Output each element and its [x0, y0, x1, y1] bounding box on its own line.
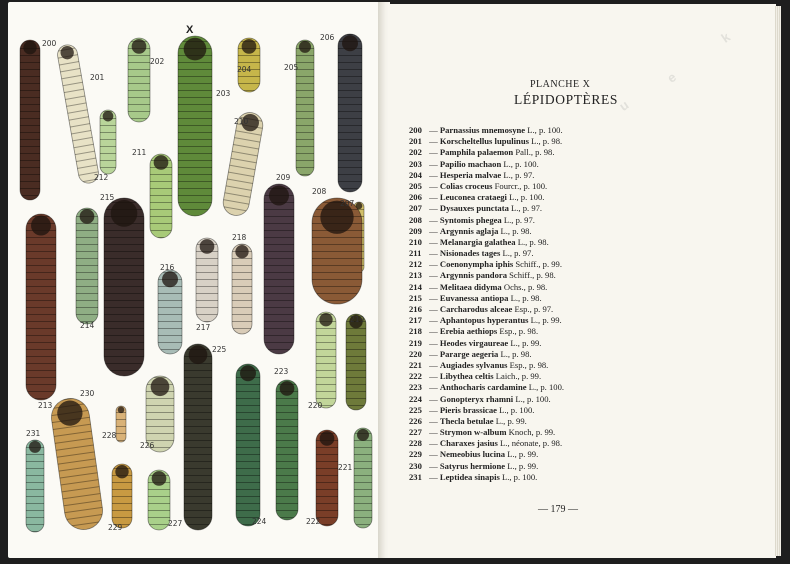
figure-number: 222	[306, 517, 321, 526]
species-name: Libythea celtis	[439, 371, 494, 382]
separator-dash: —	[427, 281, 440, 292]
figure-number: 208	[312, 187, 327, 196]
caterpillar-illustration	[112, 464, 132, 528]
species-name: Pararge aegeria	[439, 348, 499, 359]
species-legend-list	[409, 125, 564, 483]
caterpillar-illustration	[184, 344, 212, 530]
species-entry	[409, 326, 564, 337]
species-entry	[409, 472, 564, 483]
species-number: 222	[409, 371, 422, 382]
species-number: 202	[409, 147, 422, 158]
species-reference: L., p. 100.	[525, 125, 563, 135]
species-reference: L., p. 100.	[496, 404, 535, 415]
separator-dash: —	[427, 169, 440, 180]
separator-dash: —	[427, 427, 440, 438]
species-reference: Pall., p. 98.	[513, 147, 555, 158]
species-entry	[409, 461, 564, 472]
separator-dash: —	[427, 315, 440, 326]
caterpillar-illustration	[316, 430, 338, 526]
species-reference: L., p. 100.	[499, 471, 538, 482]
figure-number: 216	[160, 263, 175, 272]
species-number: 219	[409, 337, 422, 348]
figure-number: 215	[100, 193, 115, 202]
separator-dash: —	[427, 225, 440, 236]
species-reference: L., p. 98.	[515, 236, 549, 247]
figure-number: 213	[38, 401, 53, 410]
species-reference: L., p. 100.	[501, 158, 539, 169]
species-reference: L., p. 100.	[513, 393, 551, 404]
figure-number: 210	[234, 117, 249, 126]
species-entry	[409, 237, 564, 248]
separator-dash: —	[427, 147, 440, 158]
figure-number: 209	[276, 173, 291, 182]
species-entry	[409, 181, 564, 192]
figure-number: 220	[308, 401, 323, 410]
species-reference: L., p. 99.	[505, 449, 539, 460]
caterpillar-illustration	[236, 364, 260, 526]
separator-dash: —	[427, 236, 440, 247]
caterpillar-illustration	[264, 184, 294, 354]
figure-number: 211	[132, 148, 147, 157]
species-reference: Esp., p. 97.	[512, 304, 554, 314]
caterpillar-illustration	[158, 270, 182, 354]
species-number: 218	[409, 326, 422, 337]
species-name: Syntomis phegea	[439, 214, 502, 225]
separator-dash: —	[427, 337, 440, 348]
separator-dash: —	[427, 214, 440, 225]
figure-number: 221	[338, 463, 353, 472]
species-name: Carcharodus alceae	[439, 304, 513, 314]
figure-number: 231	[26, 429, 41, 438]
species-name: Euvanessa antiopa	[439, 292, 509, 303]
separator-dash: —	[427, 292, 440, 303]
caterpillar-illustration	[100, 110, 116, 174]
separator-dash: —	[427, 158, 440, 169]
species-reference: Schiff., p. 98.	[507, 270, 556, 281]
caterpillar-illustration	[221, 111, 265, 218]
figure-number: 223	[274, 367, 289, 376]
species-entry	[409, 192, 564, 203]
species-entry	[409, 427, 564, 438]
caterpillar-illustration	[232, 244, 252, 334]
species-name: Nemeobius lucina	[439, 449, 506, 460]
separator-dash: —	[427, 460, 440, 471]
page-number: — 179 —	[538, 504, 578, 515]
figure-number: 230	[80, 389, 95, 398]
separator-dash: —	[427, 382, 440, 393]
separator-dash: —	[427, 348, 440, 359]
species-name: Nisionades tages	[439, 248, 501, 259]
separator-dash: —	[427, 449, 440, 460]
caterpillar-illustration	[56, 43, 100, 184]
species-reference: L., p. 100.	[526, 382, 565, 393]
species-entry	[409, 315, 564, 326]
caterpillar-illustration	[76, 208, 98, 324]
species-name: Melitaea didyma	[439, 281, 502, 292]
figure-number: 229	[108, 523, 123, 532]
figure-number: 218	[232, 233, 247, 242]
species-name: Coenonympha iphis	[439, 259, 514, 270]
species-number: 231	[409, 471, 422, 482]
species-entry	[409, 125, 564, 136]
species-reference: Laich., p. 99.	[493, 371, 542, 382]
species-number: 230	[409, 460, 422, 471]
species-number: 205	[409, 180, 422, 191]
species-name: Hesperia malvae	[439, 169, 502, 180]
species-name: Thecla betulae	[439, 415, 494, 426]
species-name: Augiades sylvanus	[439, 359, 508, 370]
species-name: Strymon w-album	[439, 427, 507, 438]
separator-dash: —	[427, 192, 440, 203]
separator-dash: —	[427, 404, 440, 415]
species-number: 204	[409, 169, 422, 180]
species-number: 229	[409, 449, 422, 460]
figure-number: 224	[252, 517, 267, 526]
caterpillar-illustration	[26, 214, 56, 400]
caterpillar-illustration	[116, 406, 126, 442]
species-number: 215	[409, 292, 422, 303]
species-reference: L., p. 98.	[498, 348, 532, 359]
caterpillar-illustration	[196, 238, 218, 322]
caterpillar-illustration	[150, 154, 172, 238]
species-reference: Knoch, p. 99.	[506, 427, 556, 438]
species-name: Leuconea crataegi	[439, 192, 507, 203]
separator-dash: —	[427, 304, 440, 314]
species-number: 208	[409, 214, 422, 225]
species-number: 207	[409, 203, 422, 214]
species-reference: Esp., p. 98.	[497, 326, 539, 337]
page-edge	[775, 6, 781, 556]
species-name: Argynnis pandora	[439, 270, 507, 281]
species-reference: L., p. 97.	[508, 203, 543, 214]
species-reference: L., néonate, p. 98.	[497, 438, 563, 449]
figure-number: 202	[150, 57, 165, 66]
separator-dash: —	[427, 259, 440, 270]
species-entry	[409, 349, 564, 360]
order-title: LÉPIDOPTÈRES	[514, 92, 618, 107]
species-reference: Esp., p. 98.	[507, 359, 549, 370]
species-name: Pieris brassicae	[439, 404, 497, 415]
species-entry	[409, 159, 564, 170]
species-number: 224	[409, 393, 422, 404]
species-number: 226	[409, 415, 422, 426]
caterpillar-illustration	[178, 36, 212, 216]
separator-dash: —	[427, 203, 440, 214]
species-number: 216	[409, 304, 422, 314]
species-entry	[409, 215, 564, 226]
figure-number: 212	[94, 173, 109, 182]
species-reference: L., p. 98.	[528, 136, 563, 147]
species-name: Colias croceus	[439, 180, 493, 191]
figure-number: 226	[140, 441, 155, 450]
figure-number: 227	[168, 519, 183, 528]
species-entry	[409, 371, 564, 382]
caterpillar-plate	[0, 0, 390, 564]
species-entry	[409, 338, 564, 349]
separator-dash: —	[427, 359, 440, 370]
species-number: 221	[409, 359, 422, 370]
species-number: 200	[409, 125, 422, 135]
species-number: 211	[409, 248, 422, 259]
figure-number: 204	[237, 65, 252, 74]
species-name: Erebia aethiops	[439, 326, 498, 337]
caterpillar-illustration	[354, 428, 372, 528]
species-number: 217	[409, 315, 422, 326]
species-number: 228	[409, 438, 422, 449]
species-entry	[409, 394, 564, 405]
species-name: Korscheltellus lupulinus	[439, 136, 529, 147]
species-entry	[409, 248, 564, 259]
species-name: Heodes virgaureae	[439, 337, 509, 348]
species-number: 203	[409, 158, 422, 169]
separator-dash: —	[427, 248, 440, 259]
watermark-mark: k	[718, 29, 733, 46]
separator-dash: —	[427, 471, 440, 482]
species-entry	[409, 259, 564, 270]
figure-number: 228	[102, 431, 117, 440]
watermark-mark: e	[664, 69, 679, 86]
caterpillar-illustration	[148, 470, 170, 530]
species-entry	[409, 438, 564, 449]
species-reference: L., p. 98.	[498, 225, 532, 236]
species-reference: L., p. 99.	[505, 460, 539, 471]
separator-dash: —	[427, 136, 440, 147]
species-number: 225	[409, 404, 422, 415]
caterpillar-illustration	[276, 380, 298, 520]
figure-number: 206	[320, 33, 335, 42]
species-name: Dysauxes punctata	[439, 203, 509, 214]
separator-dash: —	[427, 270, 440, 281]
species-reference: L., p. 98.	[508, 292, 542, 303]
species-entry	[409, 449, 564, 460]
species-number: 209	[409, 225, 422, 236]
species-entry	[409, 304, 564, 315]
species-number: 223	[409, 382, 422, 393]
figure-number: 217	[196, 323, 211, 332]
species-entry	[409, 360, 564, 371]
species-reference: L., p. 100.	[506, 192, 545, 203]
species-name: Parnassius mnemosyne	[439, 125, 526, 135]
figure-number: 203	[216, 89, 231, 98]
species-reference: Ochs., p. 98.	[501, 281, 548, 292]
species-number: 227	[409, 427, 422, 438]
species-entry	[409, 226, 564, 237]
species-entry	[409, 405, 564, 416]
watermark-mark: u	[616, 97, 632, 114]
caterpillar-illustration	[49, 396, 105, 532]
figure-number: 200	[42, 39, 57, 48]
species-name: Gonopteryx rhamni	[439, 393, 514, 404]
species-reference: L., p. 97.	[501, 169, 535, 180]
figure-number: 225	[212, 345, 227, 354]
caterpillar-illustration	[316, 312, 336, 408]
separator-dash: —	[427, 125, 440, 135]
figure-number: 201	[90, 73, 105, 82]
caterpillar-illustration	[128, 38, 150, 122]
plate-mark: X	[186, 24, 194, 36]
figure-number: 205	[284, 63, 299, 72]
species-number: 210	[409, 236, 422, 247]
species-number: 212	[409, 259, 422, 270]
species-entry	[409, 270, 564, 281]
caterpillar-illustration	[346, 314, 366, 410]
caterpillar-illustration	[104, 198, 144, 376]
species-name: Anthocharis cardamine	[439, 382, 527, 393]
species-name: Papilio machaon	[439, 158, 502, 169]
species-number: 214	[409, 281, 422, 292]
species-entry	[409, 136, 564, 147]
species-name: Argynnis aglaja	[439, 225, 499, 236]
species-entry	[409, 147, 564, 158]
species-entry	[409, 203, 564, 214]
species-reference: L., p. 97.	[501, 214, 535, 225]
caterpillar-illustration	[296, 40, 314, 176]
species-reference: L., p. 99.	[508, 337, 542, 348]
species-entry	[409, 170, 564, 181]
species-reference: Fourcr., p. 100.	[492, 180, 548, 191]
species-number: 220	[409, 348, 422, 359]
caterpillar-illustration	[338, 34, 362, 192]
species-name: Pamphila palaemon	[439, 147, 514, 158]
caterpillar-illustration	[26, 440, 44, 532]
caterpillar-illustration	[312, 198, 362, 304]
species-number: 213	[409, 270, 422, 281]
figure-number: 214	[80, 321, 95, 330]
separator-dash: —	[427, 415, 440, 426]
plate-title: PLANCHE X	[530, 79, 591, 90]
species-name: Satyrus hermione	[439, 460, 506, 471]
species-reference: L., p. 97.	[500, 248, 534, 259]
species-name: Melanargia galathea	[439, 236, 516, 247]
species-name: Leptidea sinapis	[439, 471, 500, 482]
species-entry	[409, 282, 564, 293]
species-number: 201	[409, 136, 422, 147]
figure-number: 207	[340, 199, 355, 208]
species-number: 206	[409, 192, 422, 203]
species-reference: Schiff., p. 99.	[513, 259, 562, 270]
species-entry	[409, 293, 564, 304]
species-reference: L., p. 99.	[493, 415, 527, 426]
separator-dash: —	[427, 371, 440, 382]
separator-dash: —	[427, 438, 440, 449]
species-name: Aphantopus hyperantus	[439, 315, 529, 326]
caterpillar-illustration	[20, 40, 40, 200]
separator-dash: —	[427, 393, 440, 404]
figure-number: 219	[350, 315, 365, 324]
species-name: Charaxes jasius	[439, 438, 498, 449]
separator-dash: —	[427, 180, 440, 191]
species-reference: L., p. 99.	[528, 315, 562, 326]
separator-dash: —	[427, 326, 440, 337]
species-entry	[409, 416, 564, 427]
species-entry	[409, 382, 564, 393]
